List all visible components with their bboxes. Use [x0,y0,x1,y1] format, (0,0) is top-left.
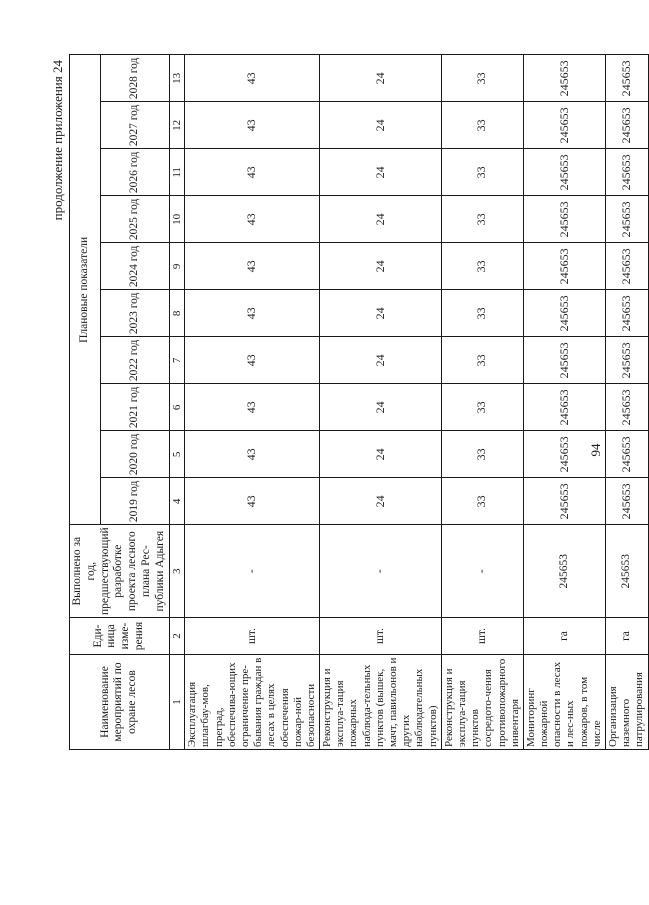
header-year: 2022 год [100,337,169,384]
row-value: 24 [320,196,442,243]
index-cell: 5 [169,431,185,478]
row-value: 43 [185,290,320,337]
table-row [441,55,523,750]
header-done: Выполнено за год, предшествующий разработке проекта лесного плана Рес-публики Адыгея [70,525,170,618]
row-value: 245653 [523,243,605,290]
row-value: 33 [441,384,523,431]
row-value: 245653 [606,478,649,525]
index-cell: 7 [169,337,185,384]
row-value: 245653 [606,149,649,196]
row-value: 245653 [606,243,649,290]
header-year: 2025 год [100,196,169,243]
row-name: Мониторинг пожарной опасности в лесах и лес-ных пожаров, в том числе [523,655,605,750]
row-unit: шт. [320,618,442,655]
row-value: 24 [320,431,442,478]
header-year: 2023 год [100,290,169,337]
row-value: 43 [185,243,320,290]
header-year: 2019 год [100,478,169,525]
row-value: 245653 [523,102,605,149]
row-value: 33 [441,102,523,149]
row-done: - [185,525,320,618]
index-cell: 2 [169,618,185,655]
row-value: 245653 [523,384,605,431]
header-year: 2020 год [100,431,169,478]
row-value: 245653 [523,290,605,337]
row-value: 43 [185,384,320,431]
index-cell: 13 [169,55,185,102]
row-value: 245653 [606,55,649,102]
header-unit: Еди-ница изме-рения [70,618,170,655]
table-row [606,55,649,750]
row-value: 245653 [523,337,605,384]
row-value: 24 [320,478,442,525]
row-value: 43 [185,102,320,149]
index-cell: 11 [169,149,185,196]
row-value: 245653 [606,102,649,149]
row-done: 245653 [523,525,605,618]
row-value: 33 [441,431,523,478]
table-row [320,55,442,750]
header-year: 2024 год [100,243,169,290]
row-value: 245653 [523,149,605,196]
row-value: 24 [320,243,442,290]
index-cell: 4 [169,478,185,525]
table-row [523,55,605,750]
row-unit: шт. [185,618,320,655]
row-value: 245653 [606,337,649,384]
row-value: 245653 [606,196,649,243]
header-name: Наименование мероприятий по охране лесов [70,655,170,750]
row-done: - [320,525,442,618]
row-value: 43 [185,431,320,478]
row-value: 24 [320,149,442,196]
header-year: 2028 год [100,55,169,102]
row-value: 245653 [606,290,649,337]
row-value: 245653 [606,431,649,478]
row-value: 33 [441,337,523,384]
row-value: 43 [185,55,320,102]
index-row [169,55,185,750]
page-number: 94 [588,443,603,457]
index-cell: 1 [169,655,185,750]
index-cell: 8 [169,290,185,337]
header-year: 2026 год [100,149,169,196]
row-name: Эксплуатация шлагбау-мов, преград, обеспечива-ющих ограничение пре-бывания граждан в лесах в целях обеспечения пожар-ной безопасности [185,655,320,750]
row-value: 33 [441,149,523,196]
continuation-label: продолжение приложения 24 [50,60,65,221]
row-unit: га [606,618,649,655]
row-done: - [441,525,523,618]
row-value: 43 [185,478,320,525]
row-done: 245653 [606,525,649,618]
table-row [185,55,320,750]
row-value: 245653 [523,478,605,525]
row-value: 43 [185,337,320,384]
row-value: 245653 [523,431,605,478]
row-value: 24 [320,102,442,149]
row-value: 245653 [523,196,605,243]
row-value: 24 [320,337,442,384]
index-cell: 6 [169,384,185,431]
row-name: Реконструкция и эксплуа-тация пунктов сосредото-чения противопожарного инвентаря [441,655,523,750]
row-value: 33 [441,243,523,290]
row-value: 33 [441,196,523,243]
header-year: 2027 год [100,102,169,149]
row-value: 33 [441,478,523,525]
row-value: 245653 [523,55,605,102]
row-unit: га [523,618,605,655]
row-value: 43 [185,196,320,243]
row-value: 24 [320,290,442,337]
row-value: 24 [320,55,442,102]
row-value: 245653 [606,384,649,431]
index-cell: 9 [169,243,185,290]
row-value: 33 [441,290,523,337]
plan-table [69,54,649,750]
row-value: 24 [320,384,442,431]
index-cell: 10 [169,196,185,243]
header-planned: Плановые показатели [70,55,101,525]
index-cell: 3 [169,525,185,618]
row-value: 33 [441,55,523,102]
row-name: Реконструкция и эксплуа-тация пожарных наблюда-тельных пунктов (вышек, мачт, павильонов и других наблюдательных пунктов) [320,655,442,750]
row-unit: шт. [441,618,523,655]
index-cell: 12 [169,102,185,149]
header-year: 2021 год [100,384,169,431]
row-value: 43 [185,149,320,196]
row-name: Организация наземного патрулирования [606,655,649,750]
